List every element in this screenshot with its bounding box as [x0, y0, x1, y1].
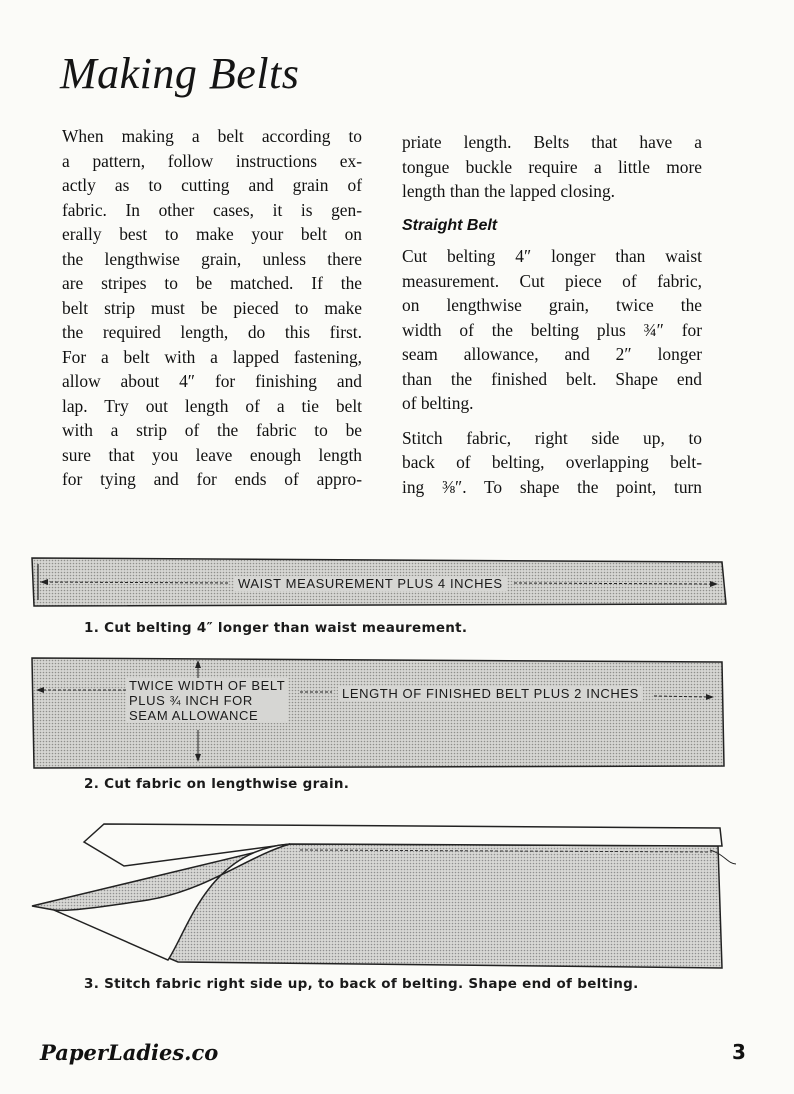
text-line: with a strip of the fabric to be: [62, 420, 362, 440]
text-line: belt strip must be pieced to make: [62, 297, 362, 318]
text-line: erally best to make your belt on: [62, 224, 362, 244]
length-dimension-label: LENGTH OF FINISHED BELT PLUS 2 INCHES: [338, 686, 643, 701]
text-line: width of the belting plus ¾″ for: [402, 319, 702, 340]
text-line: for tying and for ends of appro-: [62, 469, 362, 489]
text-line: allow about 4″ for finishing and: [62, 371, 362, 391]
text-line: For a belt with a lapped fastening,: [62, 346, 362, 367]
figure-3-caption: 3. Stitch fabric right side up, to back of belting. Shape end of belting.: [84, 976, 639, 992]
text-line: lap. Try out length of a tie belt: [62, 395, 362, 416]
width-label-line: PLUS ¾ INCH FOR: [129, 693, 253, 708]
page-number: 3: [732, 1040, 746, 1064]
text-line: the lengthwise grain, unless there: [62, 248, 362, 269]
text-line: Cut belting 4″ longer than waist: [402, 246, 702, 266]
width-dimension-label: [126, 678, 288, 723]
intro-continued-paragraph: [402, 130, 702, 204]
text-line: ing ⅜″. To shape the point, turn: [402, 476, 702, 497]
text-line: the required length, do this first.: [62, 322, 362, 342]
text-line: are stripes to be matched. If the: [62, 273, 362, 293]
stitched-belt-illustration: [28, 820, 744, 972]
text-line: measurement. Cut piece of fabric,: [402, 270, 702, 291]
text-line: than the finished belt. Shape end: [402, 368, 702, 389]
text-line: priate length. Belts that have a: [402, 132, 702, 152]
left-column: [62, 124, 362, 502]
belting-dimension-label: WAIST MEASUREMENT PLUS 4 INCHES: [234, 576, 507, 591]
text-line: actly as to cutting and grain of: [62, 175, 362, 195]
text-line: sure that you leave enough length: [62, 444, 362, 465]
text-line: on lengthwise grain, twice the: [402, 295, 702, 315]
text-line: of belting.: [402, 393, 474, 413]
straight-belt-paragraph-1: [402, 244, 702, 416]
section-heading: Straight Belt: [402, 216, 498, 234]
figure-2-caption: 2. Cut fabric on lengthwise grain.: [84, 776, 350, 792]
text-line: back of belting, overlapping belt-: [402, 452, 702, 472]
brand-watermark: PaperLadies.co: [40, 1040, 219, 1065]
text-line: tongue buckle require a little more: [402, 156, 702, 177]
text-line: a pattern, follow instructions ex-: [62, 150, 362, 171]
width-label-line: SEAM ALLOWANCE: [129, 708, 259, 723]
text-line: fabric. In other cases, it is gen-: [62, 199, 362, 220]
text-line: When making a belt according to: [62, 126, 362, 146]
text-line: seam allowance, and 2″ longer: [402, 344, 702, 364]
intro-paragraph: [62, 124, 362, 492]
straight-belt-paragraph-2: [402, 426, 702, 500]
figure-1-caption: 1. Cut belting 4″ longer than waist meaurement.: [84, 620, 468, 636]
width-label-line: TWICE WIDTH OF BELT: [129, 678, 286, 693]
text-line: length than the lapped closing.: [402, 181, 615, 201]
text-line: Stitch fabric, right side up, to: [402, 427, 702, 448]
right-column: [402, 130, 702, 509]
page-title: Making Belts: [60, 49, 300, 98]
